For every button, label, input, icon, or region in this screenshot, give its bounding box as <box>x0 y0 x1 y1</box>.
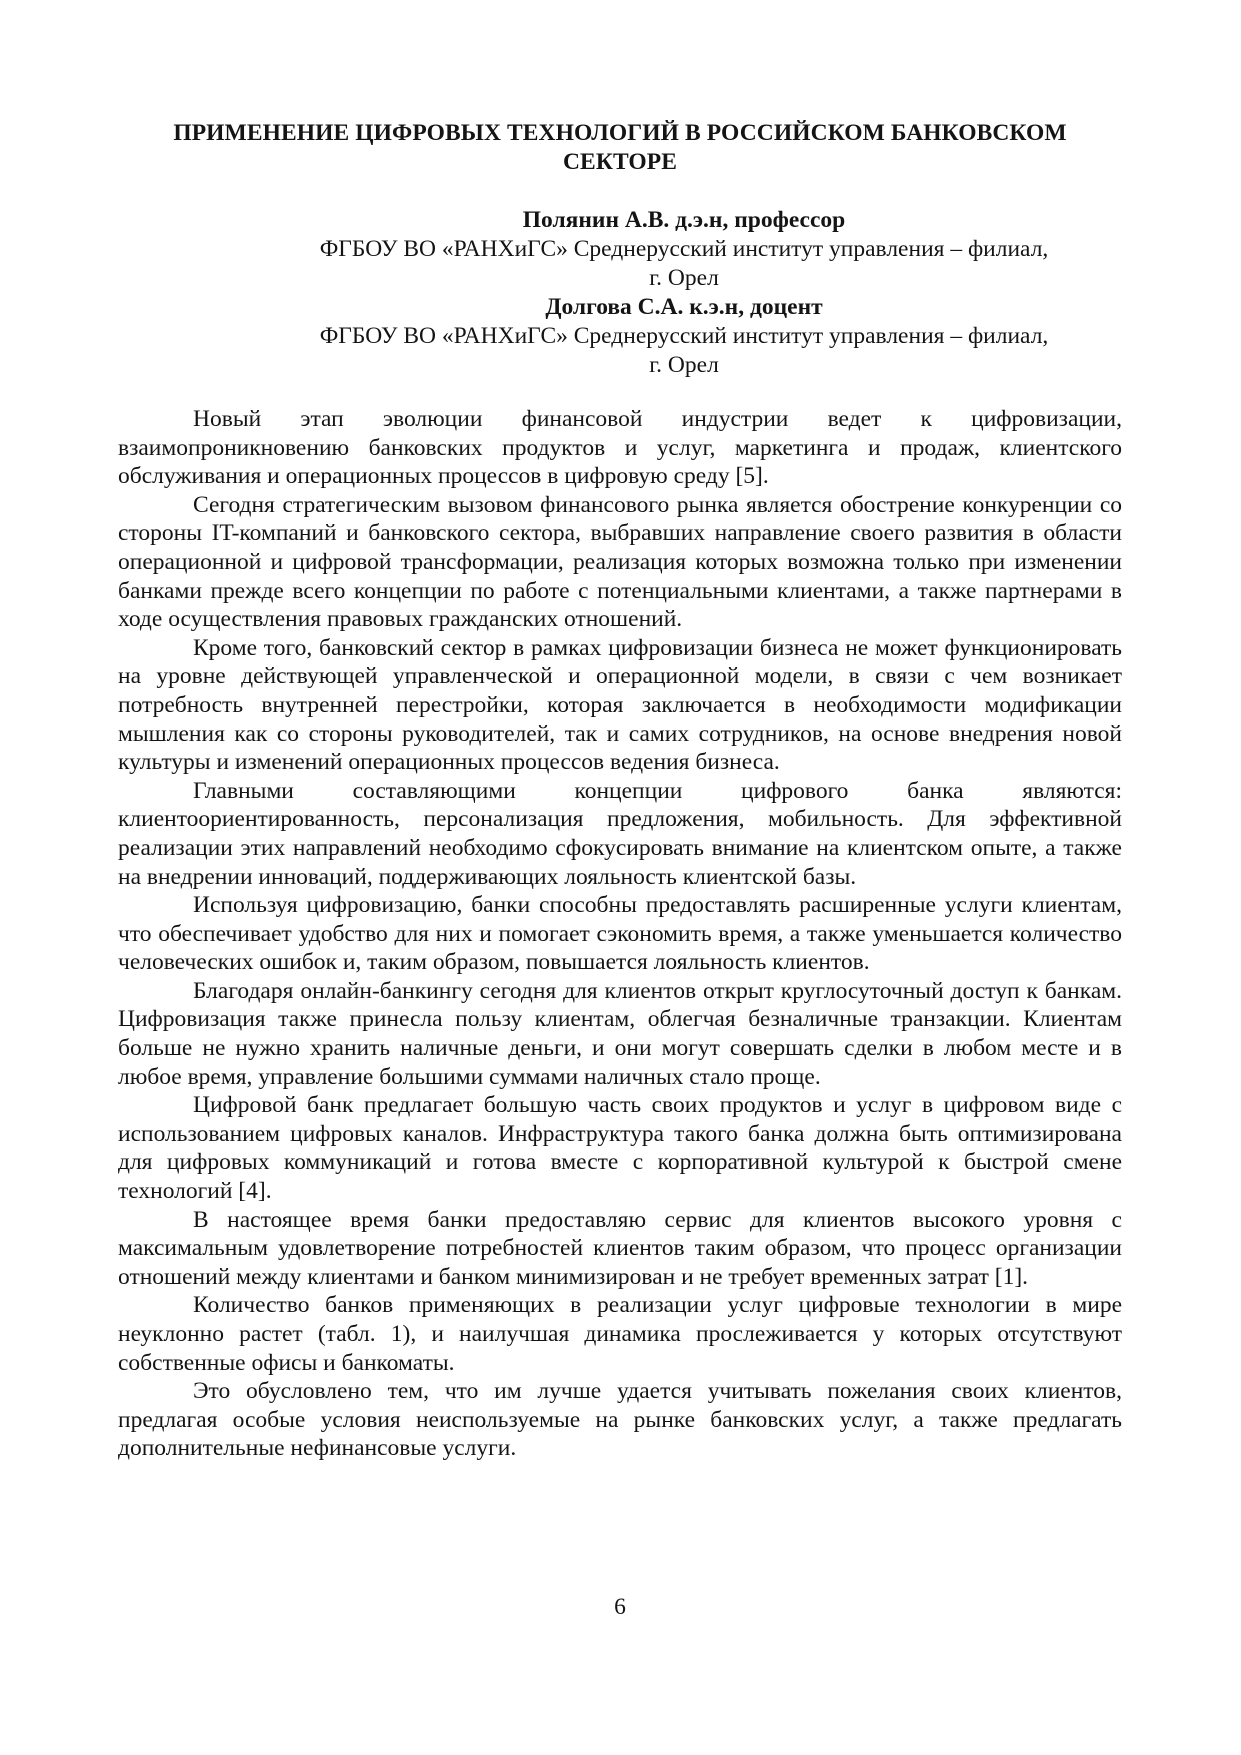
paragraph: Новый этап эволюции финансовой индустрии ведет к цифровизации, взаимопроникновению банковских продуктов и услуг, маркетинга и продаж, клиентского обслуживания и операционных процессов в цифровую среду [5]. <box>118 406 1122 490</box>
authors-block <box>118 206 1122 380</box>
author-name-1: Полянин А.В. д.э.н, профессор <box>522 207 846 233</box>
author-city-2: г. Орел <box>649 352 719 378</box>
paragraph: Это обусловлено тем, что им лучше удается учитывать пожелания своих клиентов, предлагая особые условия неиспользуемые на рынке банковских услуг, а также предлагать дополнительные нефинансовые услуги. <box>118 1378 1122 1462</box>
paragraph: Цифровой банк предлагает большую часть своих продуктов и услуг в цифровом виде с использованием цифровых каналов. Инфраструктура такого банка должна быть оптимизирована для цифровых коммуникаций и готова вместе с корпоративной культурой к быстрой смене технологий [4]. <box>118 1092 1122 1205</box>
article-body <box>118 405 1122 1463</box>
paragraph: Количество банков применяющих в реализации услуг цифровые технологии в мире неуклонно растет (табл. 1), и наилучшая динамика прослеживается у которых отсутствуют собственные офисы и банкоматы. <box>118 1292 1122 1376</box>
author-city-1: г. Орел <box>649 265 719 291</box>
paragraph: В настоящее время банки предоставляю сервис для клиентов высокого уровня с максимальным удовлетворение потребностей клиентов таким образом, что процесс организации отношений между клиентами и банком минимизирован и не требует временных затрат [1]. <box>118 1206 1122 1290</box>
paragraph: Используя цифровизацию, банки способны предоставлять расширенные услуги клиентам, что обеспечивает удобство для них и помогает сэкономить время, а также уменьшается количество человеческих ошибок и, таким образом, повышается лояльность клиентов. <box>118 892 1122 976</box>
author-affiliation-2: ФГБОУ ВО «РАНХиГС» Среднерусский институт управления – филиал, <box>319 323 1049 349</box>
paragraph: Главными составляющими концепции цифрового банка являются: клиентоориентированность, персонализация предложения, мобильность. Для эффективной реализации этих направлений необходимо сфокусировать внимание на клиентском опыте, а также на внедрении инноваций, поддерживающих лояльность клиентской базы. <box>118 777 1122 890</box>
paragraph: Благодаря онлайн-банкингу сегодня для клиентов открыт круглосуточный доступ к банкам. Цифровизация также принесла пользу клиентам, облегчая безналичные транзакции. Клиентам больше не нужно хранить наличные деньги, и они могут совершать сделки в любом месте и в любое время, управление большими суммами наличных стало проще. <box>118 977 1122 1090</box>
paragraph: Кроме того, банковский сектор в рамках цифровизации бизнеса не может функционировать на уровне действующей управленческой и операционной модели, в связи с чем возникает потребность внутренней перестройки, которая заключается в необходимости модификации мышления как со стороны руководителей, так и самих сотрудников, на основе внедрения новой культуры и изменений операционных процессов ведения бизнеса. <box>118 634 1122 776</box>
page-number: 6 <box>614 1594 626 1620</box>
paragraph: Сегодня стратегическим вызовом финансового рынка является обострение конкуренции со стороны IT-компаний и банковского сектора, выбравших направление своего развития в области операционной и цифровой трансформации, реализация которых возможна только при изменении банками прежде всего концепции по работе с потенциальными клиентами, а также партнерами в ходе осуществления правовых гражданских отношений. <box>118 491 1122 633</box>
paper-title: ПРИМЕНЕНИЕ ЦИФРОВЫХ ТЕХНОЛОГИЙ В РОССИЙСКОМ БАНКОВСКОМ СЕКТОРЕ <box>173 120 1067 175</box>
author-affiliation-1: ФГБОУ ВО «РАНХиГС» Среднерусский институт управления – филиал, <box>319 236 1049 262</box>
author-name-2: Долгова С.А. к.э.н, доцент <box>545 294 823 320</box>
